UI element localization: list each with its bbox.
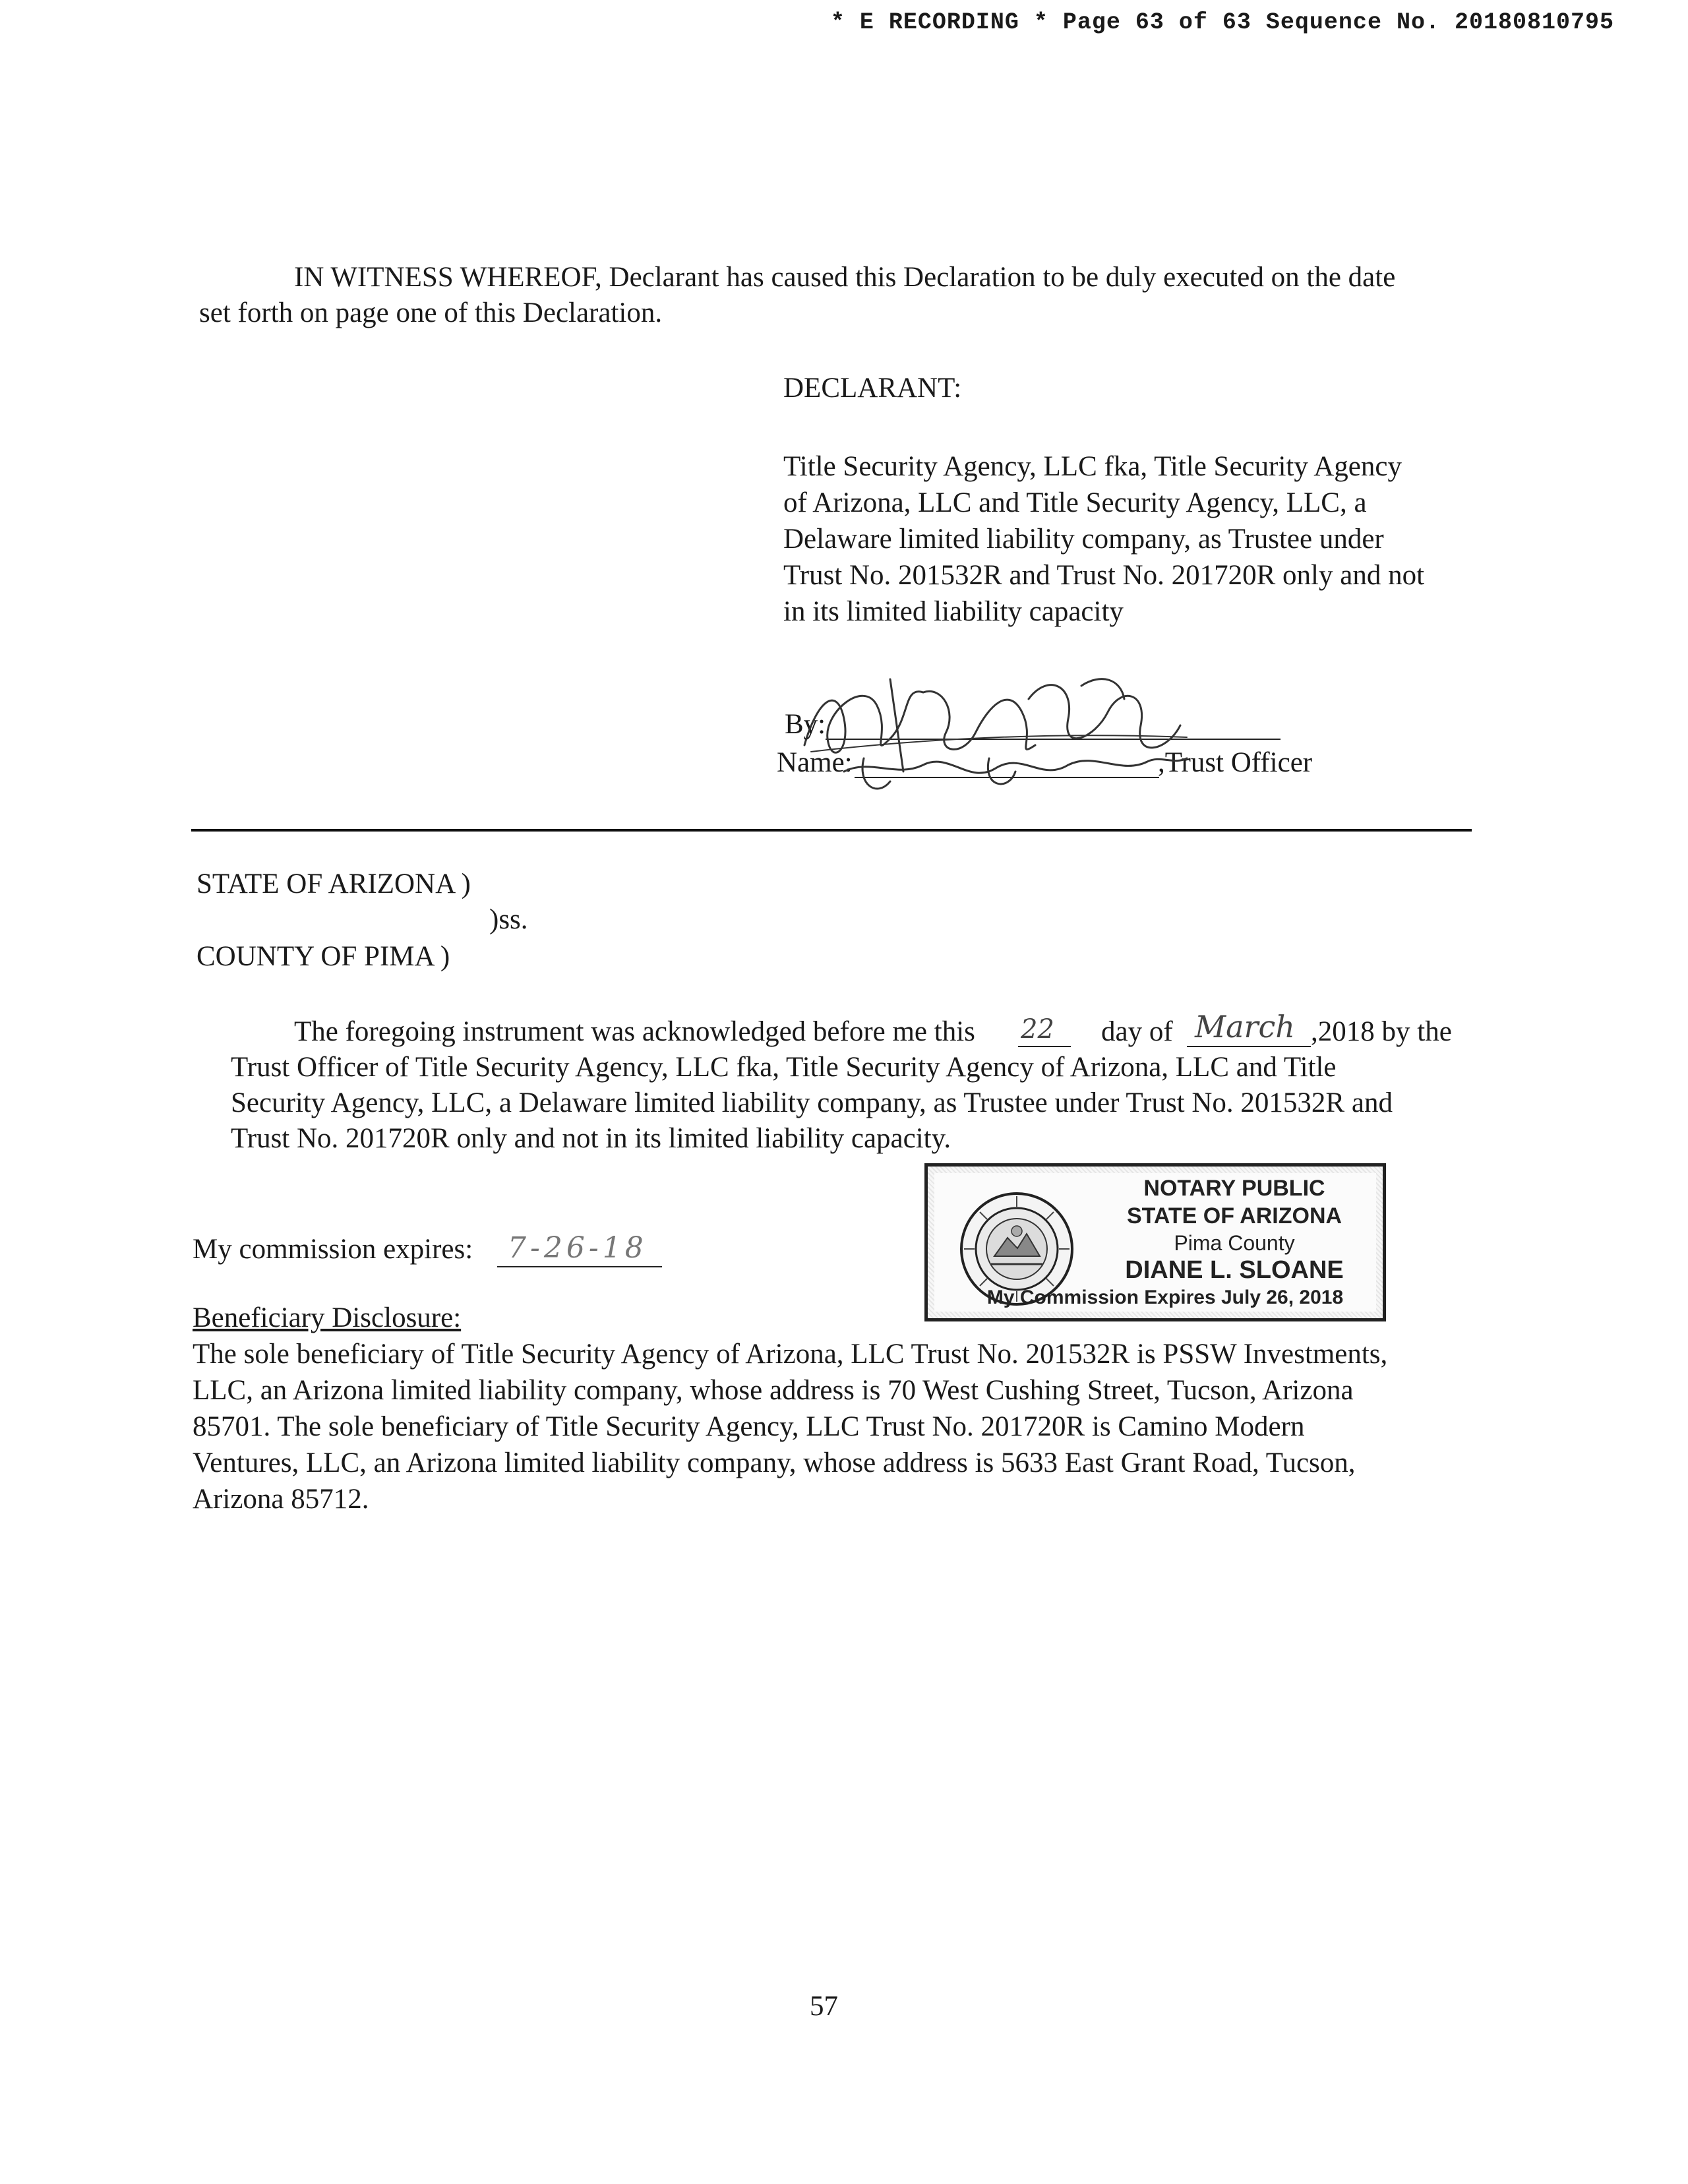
beneficiary-line: LLC, an Arizona limited liability company, whose address is 70 West Cushing Street, Tucson, Arizona bbox=[193, 1375, 1354, 1406]
witness-line-2: set forth on page one of this Declaration. bbox=[199, 297, 663, 328]
acknowledgment-day-field bbox=[1018, 1009, 1071, 1047]
stamp-line-expiration: My Commission Expires July 26, 2018 bbox=[986, 1287, 1344, 1308]
beneficiary-line: Ventures, LLC, an Arizona limited liability company, whose address is 5633 East Grant Road, Tucson, bbox=[193, 1447, 1356, 1478]
acknowledgment-line-1b: day of bbox=[1101, 1016, 1173, 1047]
beneficiary-line: The sole beneficiary of Title Security Agency of Arizona, LLC Trust No. 201532R is PSSW Investments, bbox=[193, 1339, 1388, 1370]
month-handwritten: March bbox=[1195, 1009, 1295, 1045]
declarant-line: in its limited liability capacity bbox=[783, 596, 1124, 627]
trust-officer-title: ,Trust Officer bbox=[1158, 747, 1313, 778]
by-label: By: bbox=[785, 709, 826, 740]
commission-label: My commission expires: bbox=[193, 1234, 473, 1265]
beneficiary-paragraph bbox=[193, 1336, 1387, 1517]
venue-ss: )ss. bbox=[489, 904, 528, 935]
notary-stamp bbox=[924, 1163, 1386, 1321]
stamp-line-state: STATE OF ARIZONA bbox=[1126, 1203, 1342, 1228]
acknowledgment-line-1a: The foregoing instrument was acknowledged before me this bbox=[294, 1016, 975, 1047]
stamp-line-notary: NOTARY PUBLIC bbox=[1143, 1176, 1325, 1201]
page-number: 57 bbox=[810, 1991, 838, 2022]
beneficiary-heading: Beneficiary Disclosure: bbox=[193, 1302, 462, 1333]
declarant-line: Title Security Agency, LLC fka, Title Security Agency bbox=[783, 451, 1402, 482]
stamp-line-county: Pima County bbox=[1174, 1231, 1295, 1255]
venue-state: STATE OF ARIZONA ) bbox=[196, 868, 471, 899]
acknowledgment-line-3: Security Agency, LLC, a Delaware limited liability company, as Trustee under Trust No. 201532R and bbox=[231, 1087, 1393, 1118]
acknowledgment-line-4: Trust No. 201720R only and not in its limited liability capacity. bbox=[231, 1123, 951, 1154]
acknowledgment-month-field bbox=[1187, 1009, 1311, 1047]
commission-date-field bbox=[497, 1228, 662, 1267]
witness-line-1: IN WITNESS WHEREOF, Declarant has caused this Declaration to be duly executed on the date bbox=[294, 262, 1396, 293]
section-divider bbox=[191, 829, 1472, 832]
recording-header: * E RECORDING * Page 63 of 63 Sequence No. 20180810795 bbox=[830, 9, 1614, 36]
declarant-entity-block bbox=[783, 448, 1424, 630]
beneficiary-line: Arizona 85712. bbox=[193, 1484, 369, 1515]
declarant-heading: DECLARANT: bbox=[783, 373, 962, 404]
declarant-line: Delaware limited liability company, as Trustee under bbox=[783, 524, 1384, 555]
declarant-line: Trust No. 201532R and Trust No. 201720R only and not bbox=[783, 560, 1425, 591]
beneficiary-line: 85701. The sole beneficiary of Title Security Agency, LLC Trust No. 201720R is Camino Modern bbox=[193, 1411, 1305, 1442]
acknowledgment-line-2: Trust Officer of Title Security Agency, LLC fka, Title Security Agency of Arizona, LLC and Title bbox=[231, 1052, 1337, 1083]
acknowledgment-line-1c: ,2018 by the bbox=[1311, 1016, 1452, 1047]
venue-county: COUNTY OF PIMA ) bbox=[196, 941, 450, 972]
day-handwritten: 22 bbox=[1021, 1014, 1054, 1045]
name-label: Name: bbox=[777, 747, 853, 778]
stamp-line-notary-name: DIANE L. SLOANE bbox=[1125, 1256, 1344, 1284]
trust-officer-signature bbox=[791, 659, 1200, 811]
commission-date-handwritten: 7-26-18 bbox=[508, 1231, 648, 1265]
declarant-line: of Arizona, LLC and Title Security Agency, LLC, a bbox=[783, 487, 1367, 518]
